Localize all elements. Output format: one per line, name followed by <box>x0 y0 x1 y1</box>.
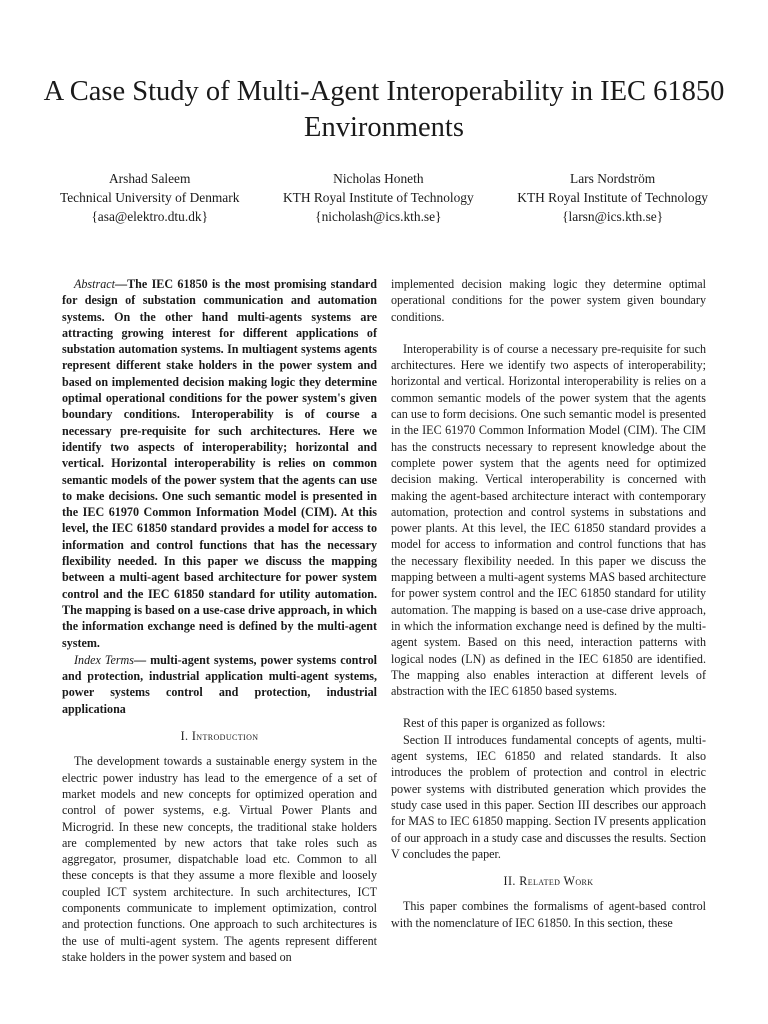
introduction-paragraph: The development towards a sustainable energy system in the electric power industry has lead to the emergence of a set of market models and new concepts for optimized operation and control of power systems, e.g. Virtual Power Plants and Microgrid. In these new concepts, the traditional stake holders are complemented by new actors that take roles such as aggregator, prosumer, dispatchable load etc. Common to all these concepts is that they assume a more flexible and loosely coupled ICT system architecture. In such architectures, ICT components communicate to implement optimization, control and protection functions. One approach to such architectures is the use of multi-agent system. The agents represent different stake holders in the power system and based on <box>62 754 377 964</box>
author-email: {nicholash@ics.kth.se} <box>315 209 442 224</box>
author-name: Arshad Saleem <box>108 171 191 186</box>
interoperability-paragraph: Interoperability is of course a necessary pre-requisite for such architectures. Here we identify two aspects of interoperability; horizontal and vertical. Horizontal interoperability is relies on a common semantic models of the power system that the agents can use to form decisions. One such semantic model is presented in the IEC 61970 Common Information Model (CIM). The CIM has the constructs necessary to represent knowledge about the complete power system that the agents need for optimized decision making. Vertical interoperability is concerned with making the agent-based architecture interact with contemporary automation, protection and control systems in substations and power plants. At this level, the IEC 61850 standard provides a model for access to information and control functions that has the necessary flexibility needed. In this paper we discuss the mapping between a multi-agent systems MAS based architecture for power system control and the IEC 61850 standard for utility automation. The mapping is based on a use-case drive approach, in which the information exchange need is defined by the multi-agent system. Based on this need, interaction patterns with logical nodes (LN) as defined in the IEC 61850 are identified. The mapping also enables interaction at different levels of abstraction with the IEC 61850 based systems. <box>391 341 706 699</box>
author-2 <box>283 169 474 226</box>
author-block <box>60 169 708 226</box>
index-terms <box>62 652 377 717</box>
sections-overview-paragraph: Section II introduces fundamental concepts of agents, multi-agent systems, IEC 61850 and related standards. It also introduces the problem of protection and control in electric power systems with distributed generation which provides the study case used in this paper. Section III describes our approach for MAS to IEC 61850 mapping. Section IV presents application of our approach in a study case and discusses the results. Section V concludes the paper. <box>391 732 706 861</box>
index-terms-label: Index Terms <box>74 652 134 667</box>
author-1 <box>60 169 239 226</box>
paper-title: A Case Study of Multi-Agent Interoperability in IEC 61850 Environments <box>43 76 725 143</box>
index-terms-text: — multi-agent systems, power systems control and protection, industrial application multi-agent systems, power systems control and protection, industrial applicationa <box>62 652 377 716</box>
abstract-text: —The IEC 61850 is the most promising standard for design of substation communication and automation systems. On the other hand multi-agents systems are attracting growing interest for different applications of substation automation systems. In multiagent systems agents represent different stake holders in the power system and based on implemented decision making logic they determine optimal operational conditions for the power system's given boundary conditions. Interoperability is of course a necessary pre-requisite for such architectures. Here we identify two aspects of interoperability; horizontal and vertical. Horizontal interoperability is relies on common semantic models of the power system that the agents can use to make decisions. One such semantic model is presented in the IEC 61970 Common Information Model (CIM). At this level, the IEC 61850 standard provides a model for access to information and control functions that has the necessary flexibility needed. In this paper we discuss the mapping between a multi-agent based architecture for power system control and the IEC 61850 standard for utility automation. The mapping is based on a use-case drive approach, in which the information exchange need is defined by the multi-agent system. <box>62 277 377 650</box>
abstract-label: Abstract <box>74 277 115 291</box>
left-column <box>62 276 377 965</box>
section-heading-introduction: I. Introduction <box>180 729 259 744</box>
paragraph-continued: implemented decision making logic they determine optimal operational conditions for the power system given boundary conditions. <box>391 277 706 324</box>
abstract <box>62 276 377 651</box>
author-3 <box>517 169 708 226</box>
related-work-paragraph: This paper combines the formalisms of agent-based control with the nomenclature of IEC 61850. In this section, these <box>391 899 706 930</box>
author-affiliation: Technical University of Denmark <box>60 190 240 205</box>
author-name: Lars Nordström <box>570 171 656 186</box>
author-email: {asa@elektro.dtu.dk} <box>91 209 209 224</box>
author-affiliation: KTH Royal Institute of Technology <box>282 190 474 205</box>
author-name: Nicholas Honeth <box>333 171 424 186</box>
author-affiliation: KTH Royal Institute of Technology <box>517 190 708 205</box>
author-email: {larsn@ics.kth.se} <box>562 209 664 224</box>
right-column <box>391 276 706 931</box>
section-heading-related-work: II. Related Work <box>503 874 594 889</box>
organization-paragraph: Rest of this paper is organized as follows: <box>403 716 606 731</box>
